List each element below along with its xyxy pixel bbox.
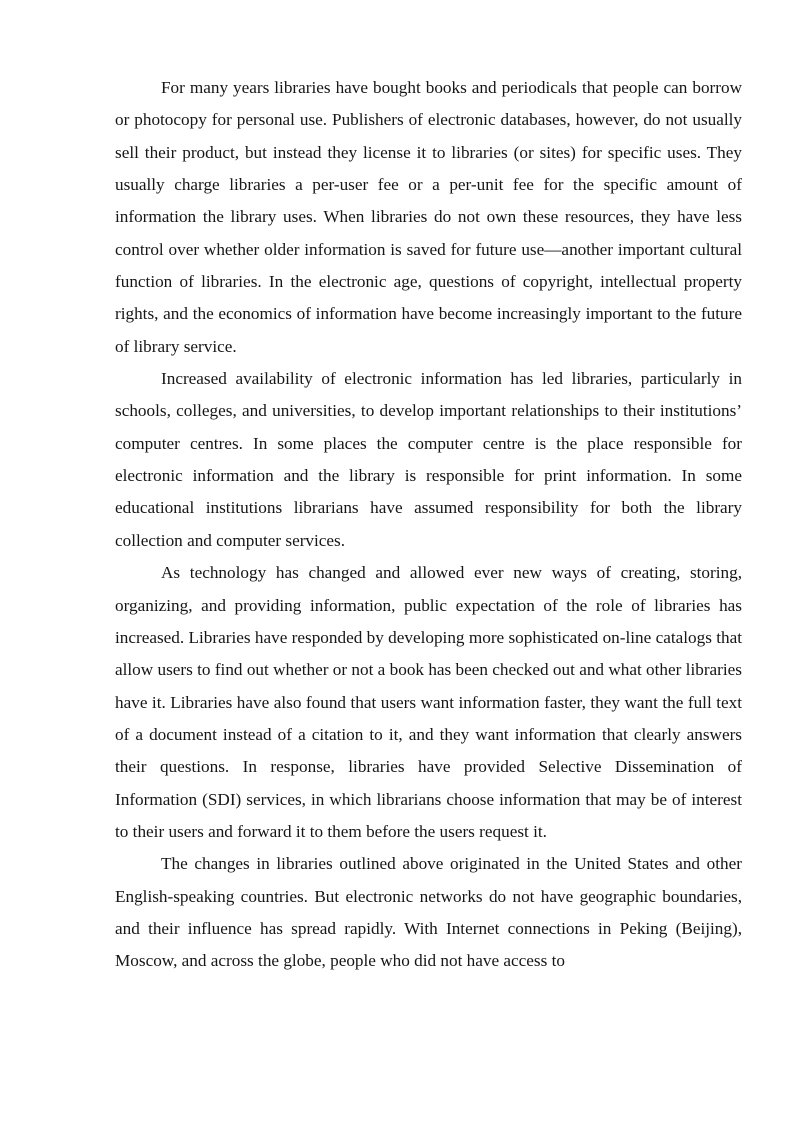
paragraph-4: The changes in libraries outlined above originated in the United States and other English-speaking countries. But electronic networks do not have geographic boundaries, and their influence has spread rapidly. With Internet connections in Peking (Beijing), Moscow, and across the globe, people who did not have access to bbox=[115, 854, 742, 971]
paragraph-3: As technology has changed and allowed ever new ways of creating, storing, organizing, and providing information, public expectation of the role of libraries has increased. Libraries have responded by developing more sophisticated on-line catalogs that allow users to find out whether or not a book has been checked out and what other libraries have it. Libraries have also found that users want information faster, they want the full text of a document instead of a citation to it, and they want information that clearly answers their questions. In response, libraries have provided Selective Dissemination of Information (SDI) services, in which librarians choose information that may be of interest to their users and forward it to them before the users request it. bbox=[115, 563, 742, 841]
body-text bbox=[115, 72, 742, 978]
paragraph-2: Increased availability of electronic information has led libraries, particularly in schools, colleges, and universities, to develop important relationships to their institutions’ computer centres. In some places the computer centre is the place responsible for electronic information and the library is responsible for print information. In some educational institutions librarians have assumed responsibility for both the library collection and computer services. bbox=[115, 369, 742, 550]
paragraph-1: For many years libraries have bought books and periodicals that people can borrow or photocopy for personal use. Publishers of electronic databases, however, do not usually sell their product, but instead they license it to libraries (or sites) for specific uses. They usually charge libraries a per-user fee or a per-unit fee for the specific amount of information the library uses. When libraries do not own these resources, they have less control over whether older information is saved for future use—another important cultural function of libraries. In the electronic age, questions of copyright, intellectual property rights, and the economics of information have become increasingly important to the future of library service. bbox=[115, 78, 742, 356]
